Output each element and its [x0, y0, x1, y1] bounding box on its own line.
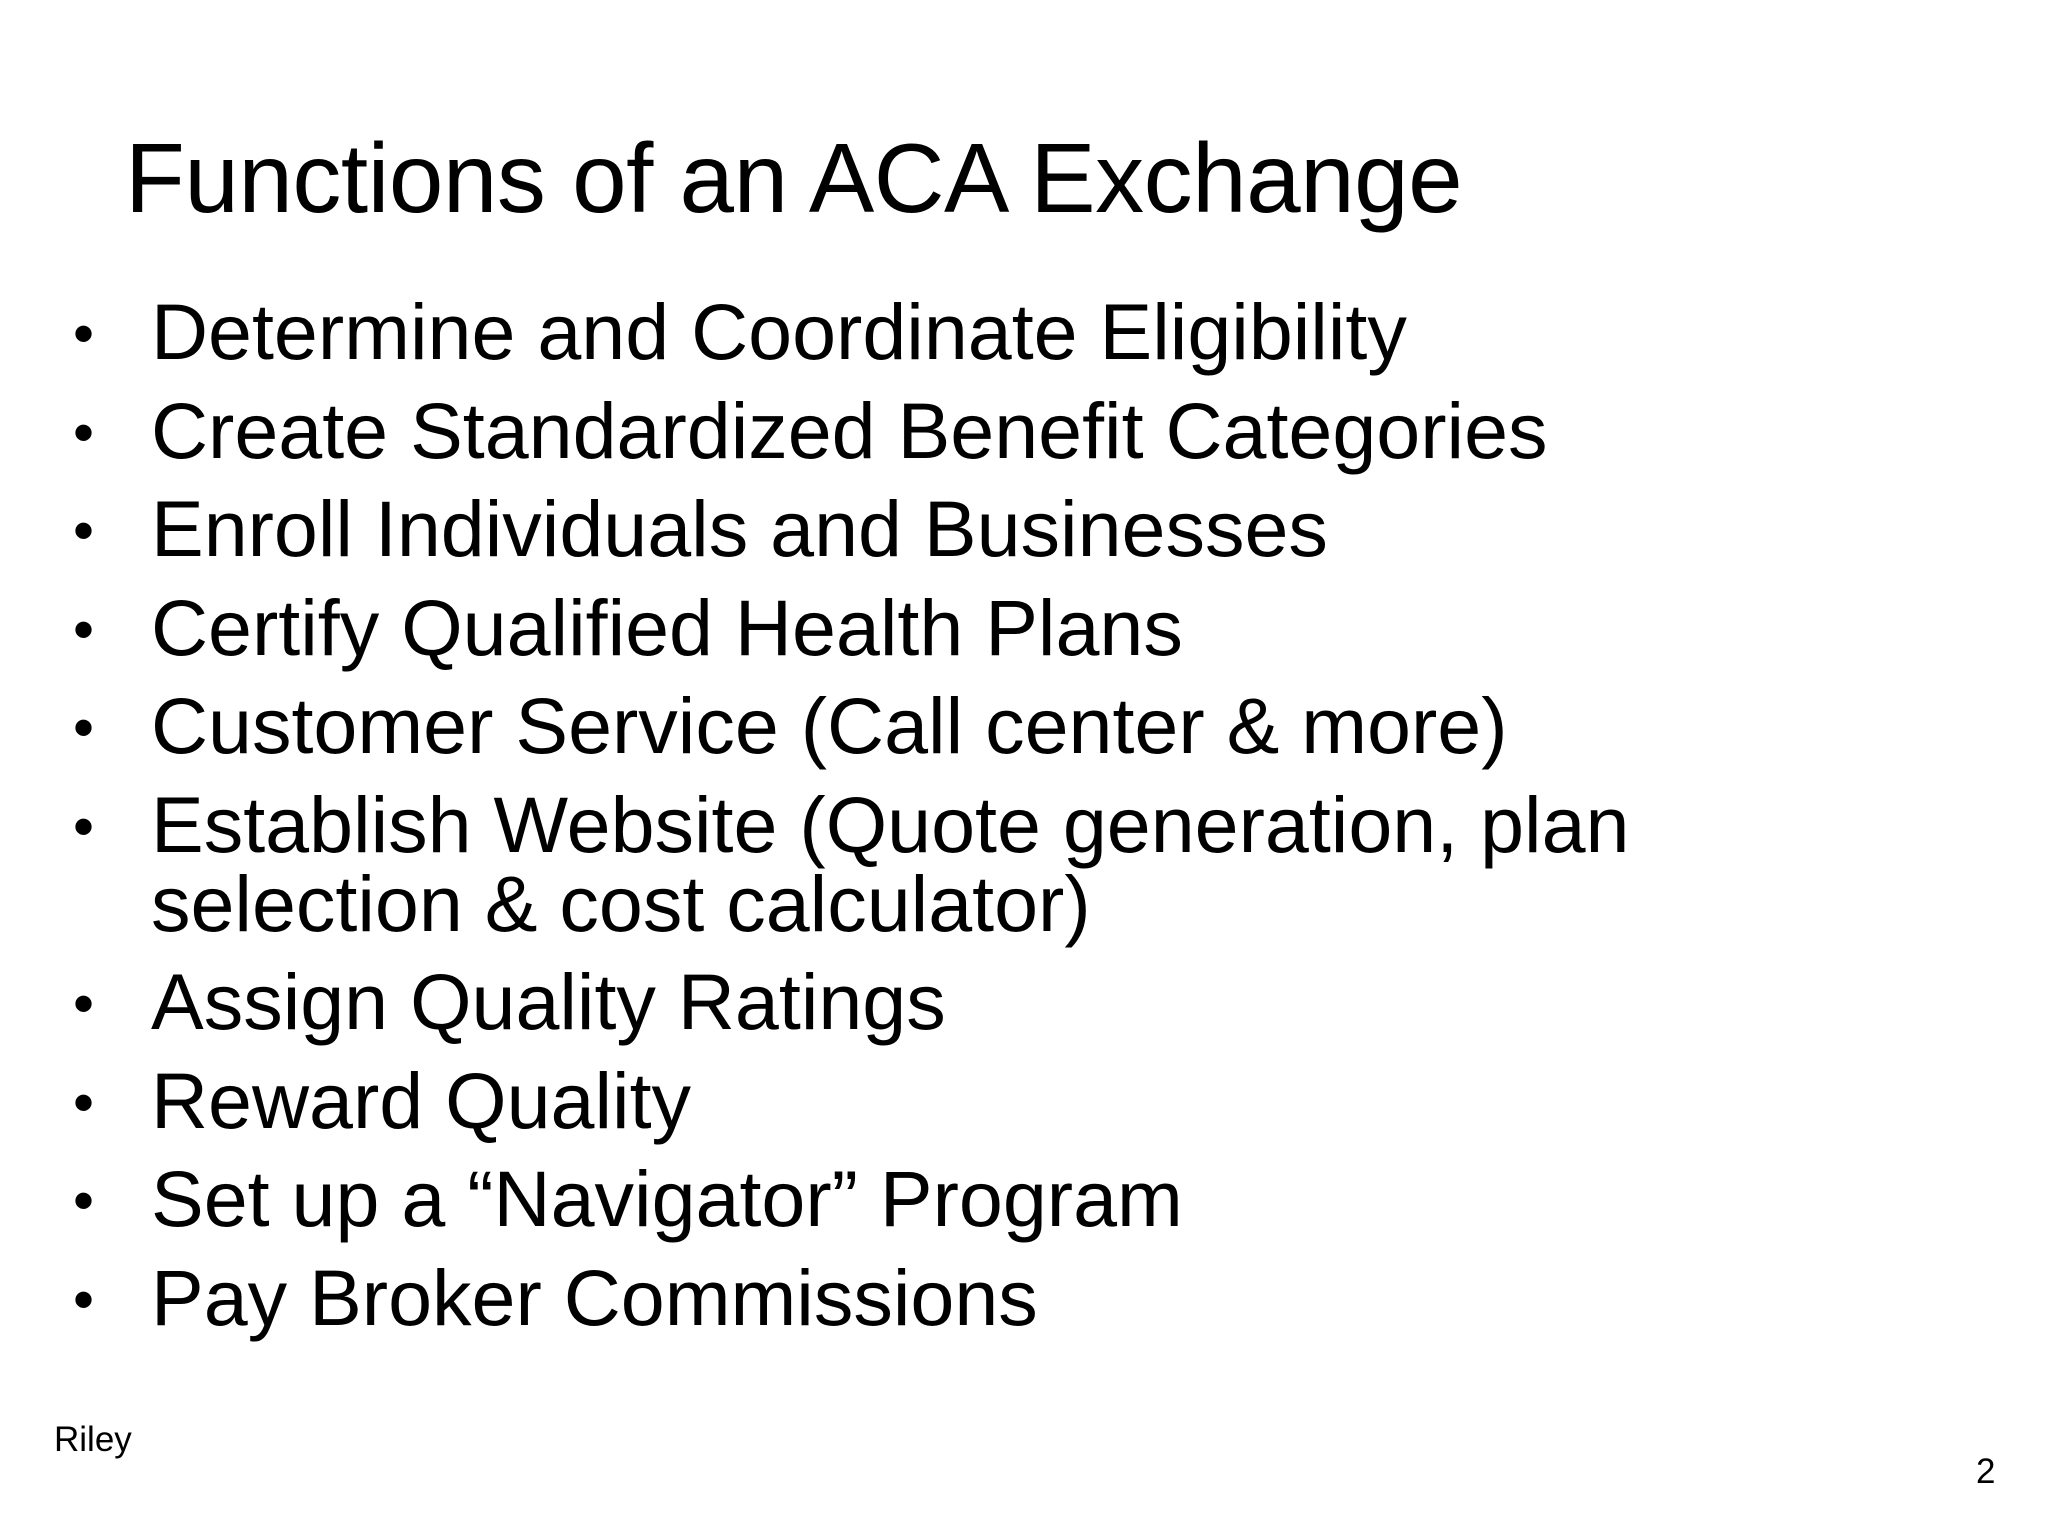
bullet-list — [0, 287, 1751, 1356]
slide-title: Functions of an ACA Exchange — [125, 123, 1463, 233]
bullet-text: Determine and Coordinate Eligibility — [151, 287, 1407, 376]
list-item — [0, 582, 1751, 672]
bullet-text: Certify Qualified Health Plans — [151, 582, 1183, 672]
bullet-icon: • — [73, 1167, 95, 1234]
list-item — [0, 1055, 1751, 1145]
bullet-icon: • — [73, 694, 95, 761]
bullet-text: Reward Quality — [151, 1055, 692, 1145]
list-item — [0, 1154, 1751, 1243]
list-item — [0, 1252, 1751, 1342]
bullet-icon: • — [73, 497, 95, 564]
list-item — [0, 779, 1751, 948]
bullet-text: Assign Quality Ratings — [151, 957, 946, 1046]
bullet-icon: • — [73, 595, 95, 663]
bullet-icon: • — [73, 1265, 95, 1333]
list-item — [0, 287, 1751, 376]
bullet-text: Customer Service (Call center & more) — [151, 681, 1508, 770]
list-item — [0, 681, 1751, 770]
bullet-icon: • — [73, 300, 95, 367]
bullet-text: Pay Broker Commissions — [151, 1252, 1038, 1342]
list-item — [0, 957, 1751, 1046]
bullet-icon: • — [73, 1068, 95, 1136]
page-number: 2 — [1976, 1452, 1996, 1491]
footer-author: Riley — [54, 1420, 132, 1459]
list-item — [0, 385, 1751, 475]
bullet-text: Create Standardized Benefit Categories — [151, 385, 1548, 475]
bullet-text: Establish Website (Quote generation, plan selection & cost calculator) — [151, 779, 1630, 948]
bullet-text: Enroll Individuals and Businesses — [151, 484, 1328, 573]
bullet-icon: • — [73, 398, 95, 466]
bullet-text: Set up a “Navigator” Program — [151, 1154, 1183, 1243]
list-item — [0, 484, 1751, 573]
bullet-icon: • — [73, 792, 95, 860]
bullet-icon: • — [73, 970, 95, 1037]
